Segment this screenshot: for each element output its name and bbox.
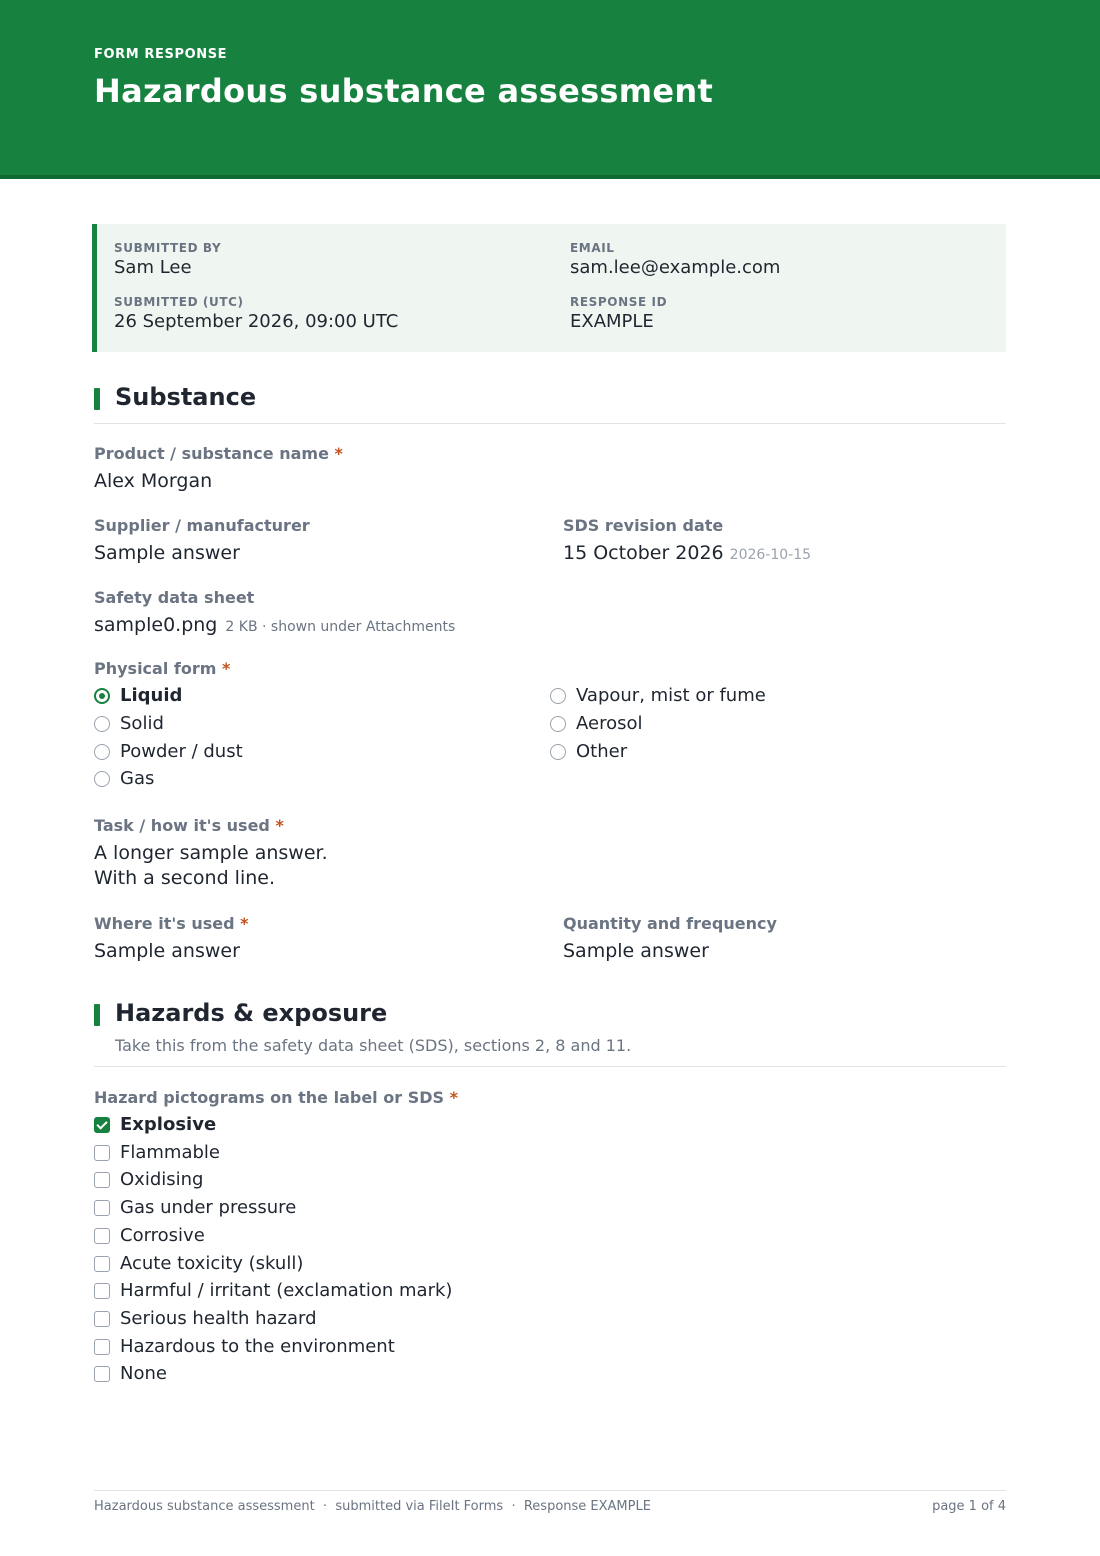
page-footer bbox=[94, 1490, 1006, 1514]
attachment-filename: sample0.png bbox=[94, 614, 218, 636]
answer-line: With a second line. bbox=[94, 867, 275, 889]
form-kicker: FORM RESPONSE bbox=[94, 47, 228, 62]
submitted-utc-value: 26 September 2026, 09:00 UTC bbox=[114, 311, 399, 332]
field-sds-revision-date bbox=[563, 516, 811, 568]
required-marker: * bbox=[221, 659, 231, 678]
field-supplier bbox=[94, 516, 310, 566]
field-physical-form bbox=[94, 659, 230, 678]
field-safety-data-sheet bbox=[94, 588, 455, 640]
submission-meta bbox=[92, 224, 1006, 352]
submitted-by-label: SUBMITTED BY bbox=[114, 241, 222, 255]
radio-empty-icon bbox=[550, 688, 566, 704]
field-label: SDS revision date bbox=[563, 516, 724, 535]
checkbox-empty-icon bbox=[94, 1256, 110, 1272]
page-number: page 1 of 4 bbox=[932, 1499, 1006, 1514]
checkbox-empty-icon bbox=[94, 1172, 110, 1188]
date-value: 15 October 2026 bbox=[563, 542, 724, 564]
section-title: Hazards & exposure bbox=[115, 999, 388, 1027]
email bbox=[570, 241, 780, 278]
field-label: Product / substance name * bbox=[94, 444, 343, 463]
submitted-by bbox=[114, 241, 221, 278]
radio-empty-icon bbox=[550, 744, 566, 760]
checkbox-empty-icon bbox=[94, 1200, 110, 1216]
section-marker bbox=[94, 1004, 100, 1026]
email-value: sam.lee@example.com bbox=[570, 257, 781, 278]
field-value bbox=[94, 613, 455, 640]
checkbox-empty-icon bbox=[94, 1283, 110, 1299]
field-where-used bbox=[94, 914, 249, 964]
required-marker: * bbox=[449, 1088, 458, 1107]
response-id-label: RESPONSE ID bbox=[570, 295, 668, 309]
footer-text: Hazardous substance assessment · submitted via FileIt Forms · Response EXAMPLE bbox=[94, 1499, 651, 1514]
checkbox-empty-icon bbox=[94, 1228, 110, 1244]
section-title: Substance bbox=[115, 383, 257, 411]
checkbox-empty-icon bbox=[94, 1339, 110, 1355]
field-task bbox=[94, 816, 328, 891]
iso-date: 2026-10-15 bbox=[729, 547, 812, 563]
radio-empty-icon bbox=[550, 716, 566, 732]
section-hazards bbox=[94, 1001, 1006, 1067]
radio-empty-icon bbox=[94, 716, 110, 732]
field-label: Hazard pictograms on the label or SDS * bbox=[94, 1088, 458, 1107]
checkbox-empty-icon bbox=[94, 1366, 110, 1382]
field-value: Sample answer bbox=[94, 542, 240, 564]
radio-empty-icon bbox=[94, 744, 110, 760]
checkbox-empty-icon bbox=[94, 1311, 110, 1327]
attachment-info: 2 KB · shown under Attachments bbox=[225, 619, 456, 635]
section-description: Take this from the safety data sheet (SDS), sections 2, 8 and 11. bbox=[115, 1036, 632, 1055]
email-label: EMAIL bbox=[570, 241, 615, 255]
required-marker: * bbox=[334, 444, 343, 463]
required-marker: * bbox=[240, 914, 249, 933]
field-hazard-pictograms bbox=[94, 1088, 458, 1107]
field-label: Safety data sheet bbox=[94, 588, 255, 607]
field-label: Where it's used * bbox=[94, 914, 249, 933]
submitted-utc-label: SUBMITTED (UTC) bbox=[114, 295, 244, 309]
checkbox-checked-icon bbox=[94, 1117, 110, 1133]
required-marker: * bbox=[275, 816, 284, 835]
field-product-name bbox=[94, 444, 343, 494]
field-value: Sample answer bbox=[94, 940, 240, 962]
radio-selected-icon bbox=[94, 688, 110, 704]
field-label: Quantity and frequency bbox=[563, 914, 777, 933]
field-value: Sample answer bbox=[563, 940, 709, 962]
response-id-value: EXAMPLE bbox=[570, 311, 654, 332]
section-marker bbox=[94, 388, 100, 410]
radio-empty-icon bbox=[94, 771, 110, 787]
section-substance bbox=[94, 385, 1006, 424]
field-label: Physical form * bbox=[94, 659, 231, 678]
field-quantity-frequency bbox=[563, 914, 777, 964]
form-title: Hazardous substance assessment bbox=[94, 72, 714, 110]
form-header bbox=[0, 0, 1100, 179]
field-value: Alex Morgan bbox=[94, 470, 213, 492]
answer-line: A longer sample answer. bbox=[94, 842, 328, 864]
checkbox-empty-icon bbox=[94, 1145, 110, 1161]
response-id bbox=[570, 295, 667, 332]
submitted-utc bbox=[114, 295, 398, 332]
field-value bbox=[563, 541, 811, 568]
field-value bbox=[94, 841, 328, 891]
submitted-by-value: Sam Lee bbox=[114, 257, 192, 278]
field-label: Task / how it's used * bbox=[94, 816, 284, 835]
field-label: Supplier / manufacturer bbox=[94, 516, 310, 535]
